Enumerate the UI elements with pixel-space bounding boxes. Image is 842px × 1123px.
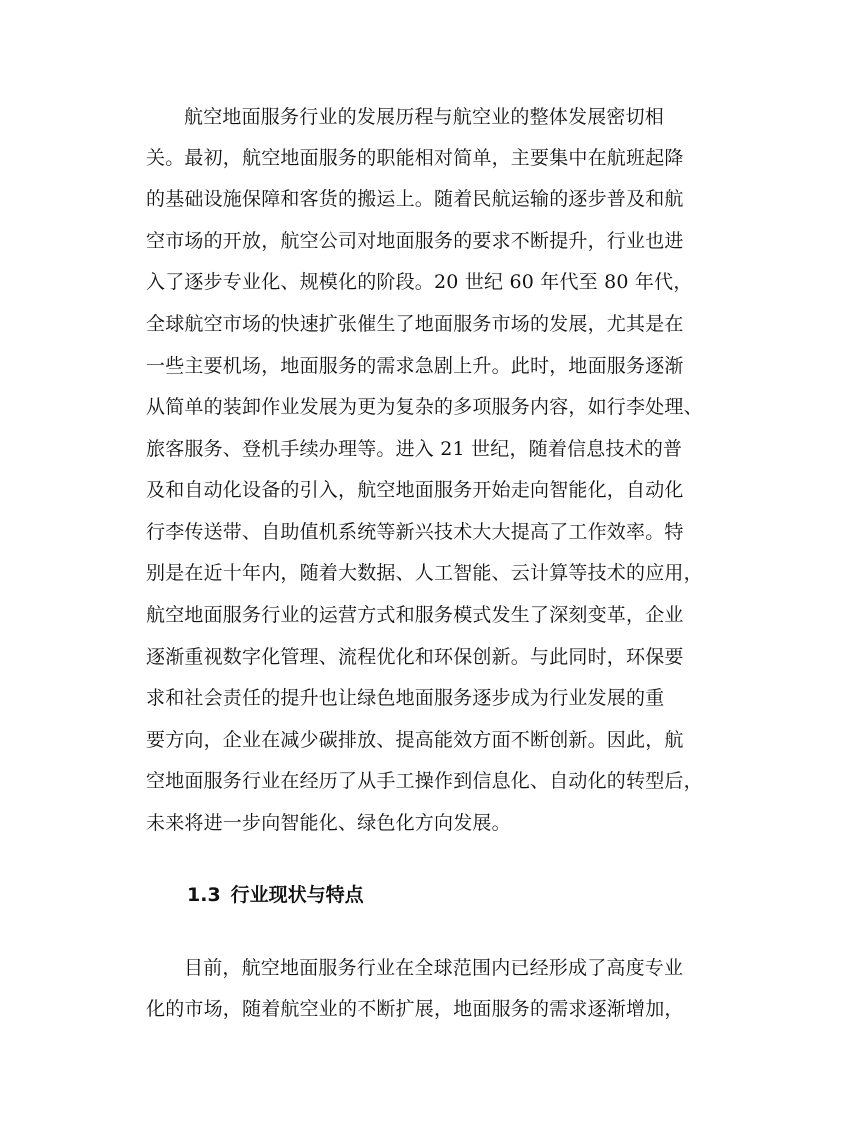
paragraph-line: 的基础设施保障和客货的搬运上。随着民航运输的逐步普及和航 [146,188,684,210]
section-title: 行业现状与特点 [230,884,364,906]
paragraph-line: 空地面服务行业在经历了从手工操作到信息化、自动化的转型后， [146,770,703,792]
paragraph-line: 别是在近十年内，随着大数据、人工智能、云计算等技术的应用， [146,562,703,584]
paragraph-line: 行李传送带、自助值机系统等新兴技术大大提高了工作效率。特 [146,521,684,543]
paragraph-line: 关。最初，航空地面服务的职能相对简单，主要集中在航班起降 [146,147,684,169]
paragraph-line: 及和自动化设备的引入，航空地面服务开始走向智能化，自动化 [146,479,684,501]
paragraph-line: 旅客服务、登机手续办理等。进入 21 世纪，随着信息技术的普 [146,438,683,460]
paragraph-line: 入了逐步专业化、规模化的阶段。20 世纪 60 年代至 80 年代， [146,271,693,293]
paragraph-line: 一些主要机场，地面服务的需求急剧上升。此时，地面服务逐渐 [146,355,684,377]
paragraph-line: 未来将进一步向智能化、绿色化方向发展。 [146,812,511,834]
paragraph-line: 从简单的装卸作业发展为更为复杂的多项服务内容，如行李处理、 [146,396,703,418]
paragraph-line: 化的市场，随着航空业的不断扩展，地面服务的需求逐渐增加， [146,998,684,1020]
paragraph-line: 逐渐重视数字化管理、流程优化和环保创新。与此同时，环保要 [146,646,684,668]
paragraph-line: 全球航空市场的快速扩张催生了地面服务市场的发展，尤其是在 [146,313,684,335]
section-heading [187,882,364,908]
section-number: 1.3 [187,884,221,906]
paragraph-line: 目前，航空地面服务行业在全球范围内已经形成了高度专业 [184,957,684,979]
paragraph-line: 航空地面服务行业的运营方式和服务模式发生了深刻变革，企业 [146,604,684,626]
paragraph-line: 求和社会责任的提升也让绿色地面服务逐步成为行业发展的重 [146,687,665,709]
paragraph-line: 航空地面服务行业的发展历程与航空业的整体发展密切相 [184,106,665,128]
paragraph-line: 空市场的开放，航空公司对地面服务的要求不断提升，行业也进 [146,230,684,252]
paragraph-line: 要方向，企业在减少碳排放、提高能效方面不断创新。因此，航 [146,729,684,751]
